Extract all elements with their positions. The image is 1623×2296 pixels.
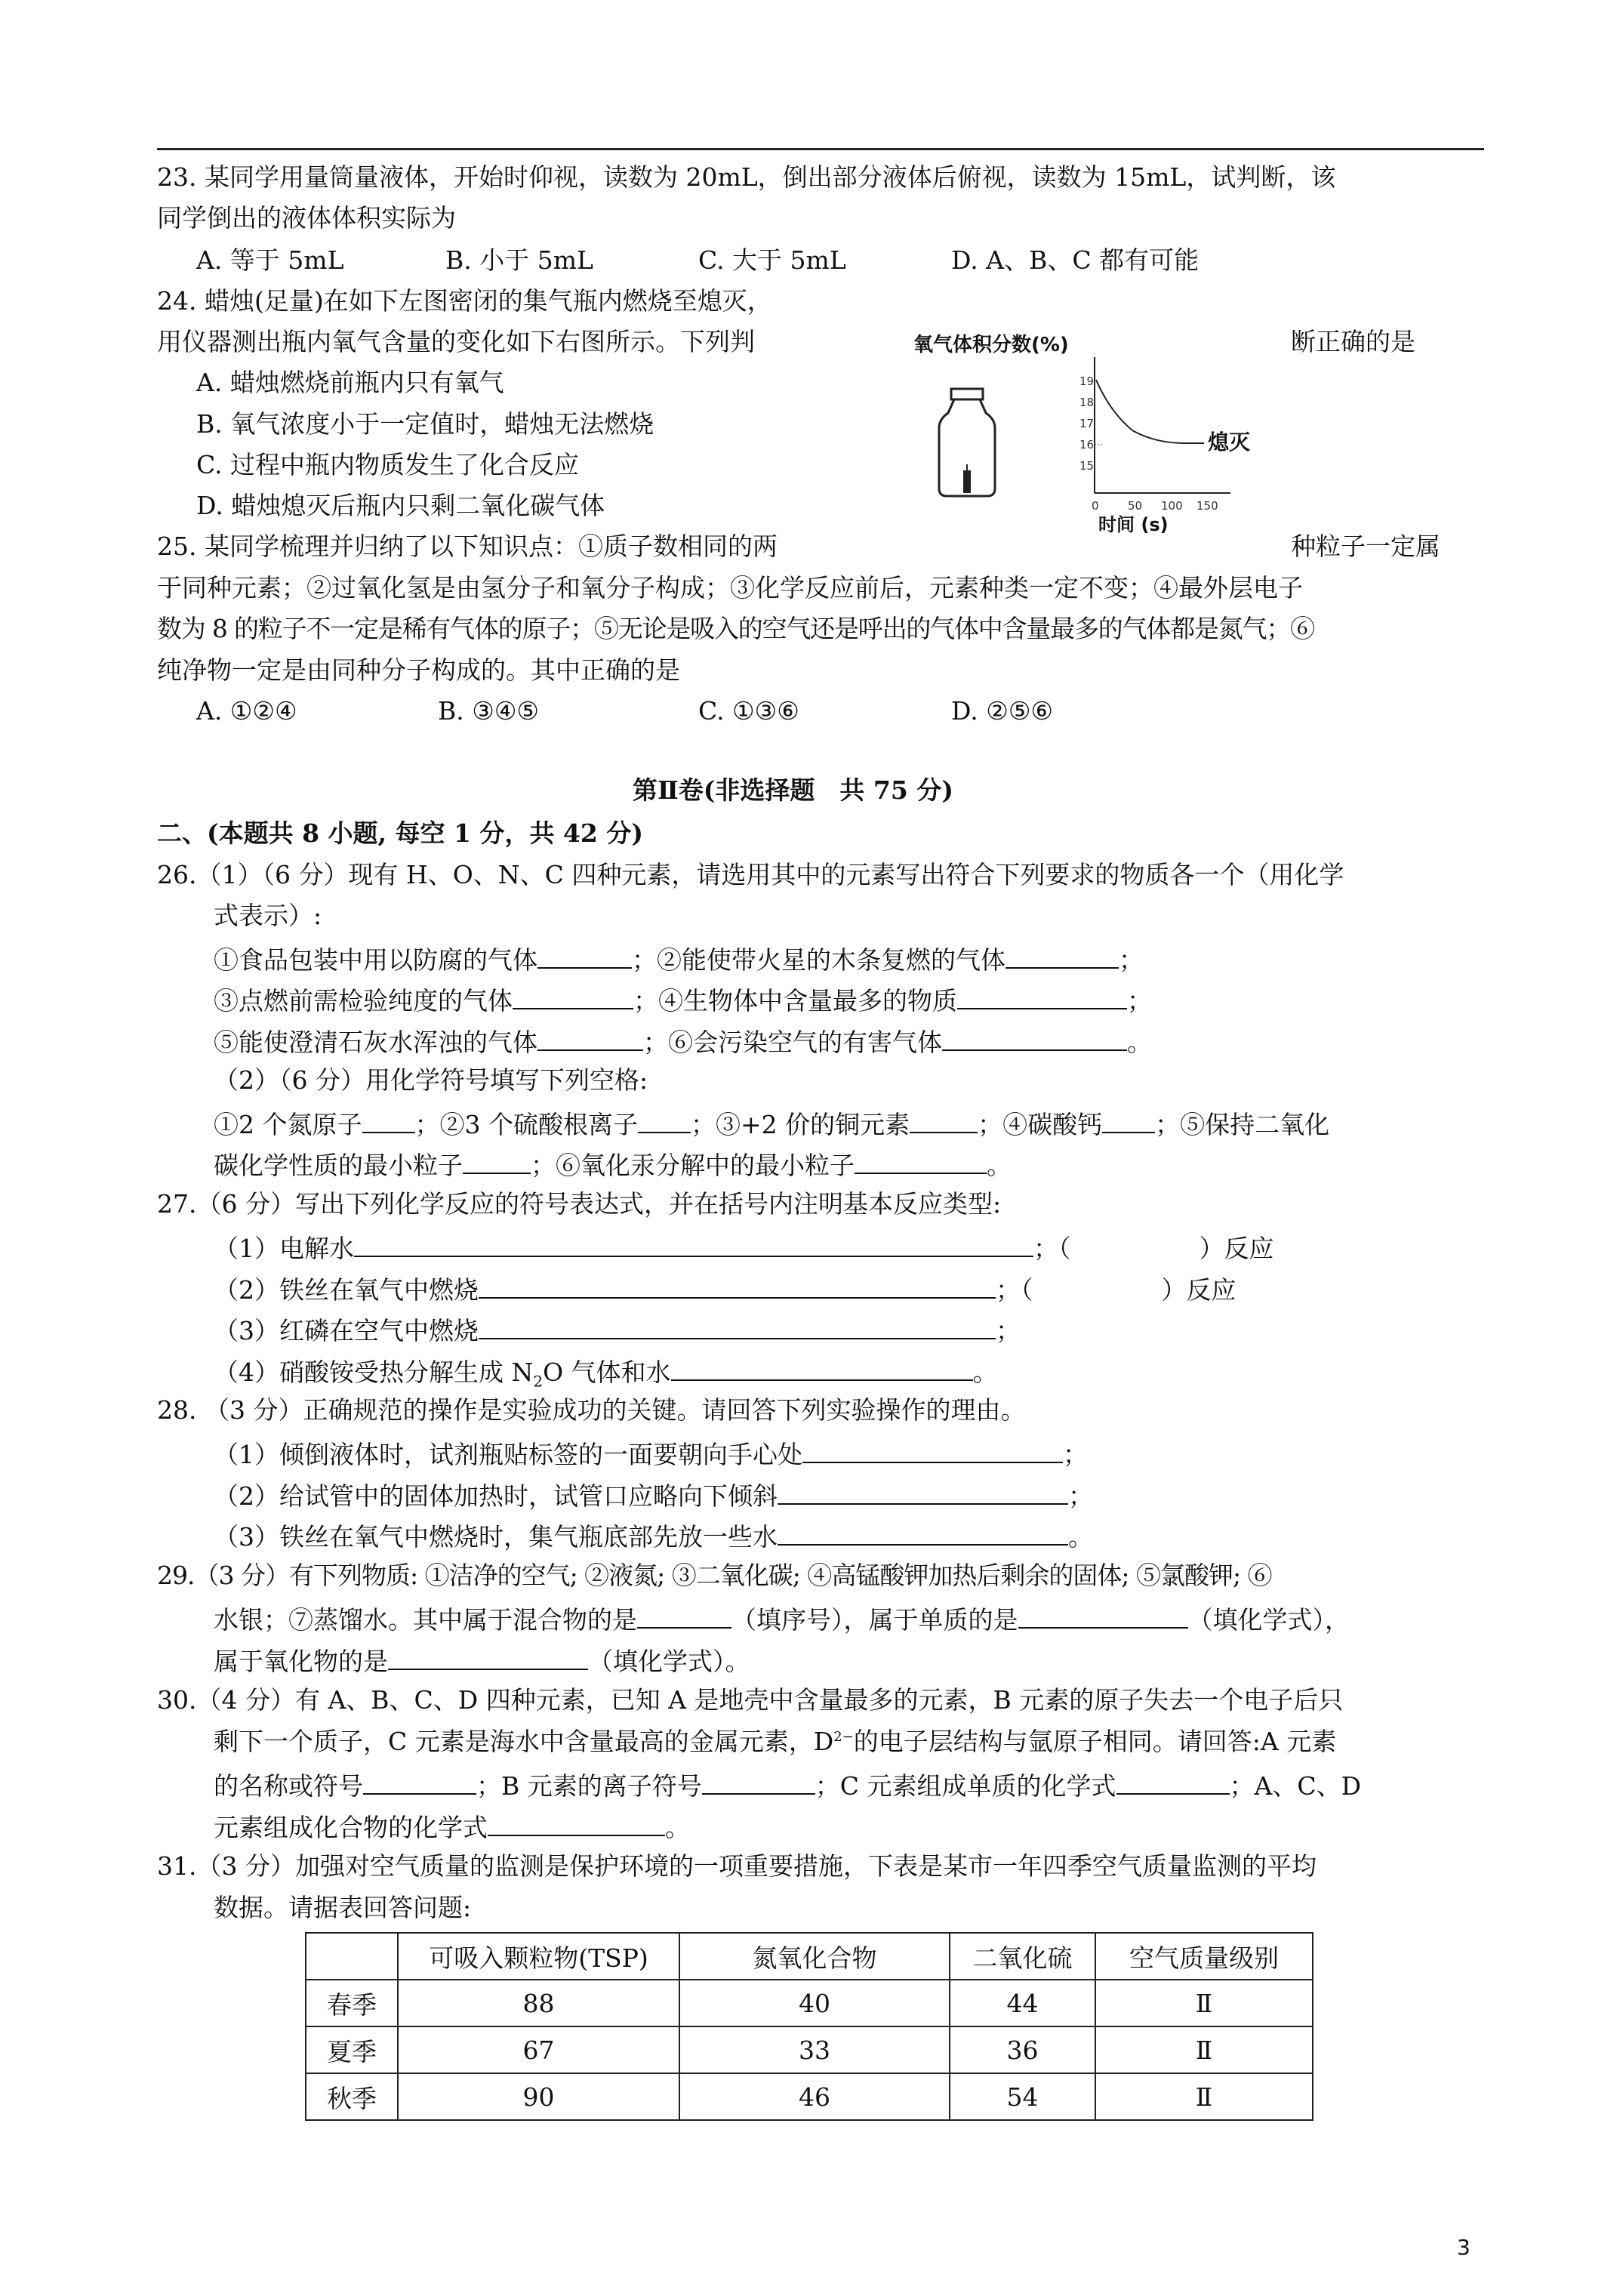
q23-line1: 23. 某同学用量筒量液体，开始时仰视，读数为 20mL，倒出部分液体后俯视，读数为 15mL，试判断，该	[157, 162, 1336, 192]
table-cell: 春季	[306, 1980, 398, 2026]
table-header-row	[306, 1933, 1313, 1980]
q23-option-b: B. 小于 5mL	[445, 245, 593, 275]
answer-blank[interactable]	[778, 1521, 1068, 1546]
q28-item1: （1）倾倒液体时，试剂瓶贴标签的一面要朝向手心处 ；	[214, 1440, 1088, 1469]
q25-line1a: 25. 某同学梳理并归纳了以下知识点：①质子数相同的两	[157, 532, 778, 561]
answer-blank[interactable]	[488, 1812, 665, 1836]
q25-option-d: D. ②⑤⑥	[951, 696, 1054, 726]
answer-blank[interactable]	[363, 1771, 476, 1795]
q29-line3: 属于氧化物的是 （填化学式）。	[214, 1647, 750, 1676]
q27-line1: 27.（6 分）写出下列化学反应的符号表达式，并在括号内注明基本反应类型:	[157, 1189, 1002, 1219]
table-header-cell: 可吸入颗粒物(TSP)	[398, 1933, 679, 1980]
answer-blank[interactable]	[702, 1771, 815, 1795]
x-tick: 50	[1128, 499, 1143, 513]
answer-blank[interactable]	[479, 1274, 996, 1299]
table-row	[306, 2026, 1313, 2073]
q25-line4: 纯净物一定是由同种分子构成的。其中正确的是	[157, 655, 680, 685]
table-header-cell: 氮氧化合物	[679, 1933, 950, 1980]
header-rule	[157, 148, 1484, 150]
q26-row5: 碳化学性质的最小粒子 ；⑥氧化汞分解中的最小粒子 。	[214, 1151, 1012, 1180]
q25-option-b: B. ③④⑤	[438, 696, 539, 726]
y-tick: 19	[1079, 374, 1095, 388]
answer-blank[interactable]	[942, 1027, 1127, 1051]
q24-option-d: D. 蜡烛熄灭后瓶内只剩二氧化碳气体	[196, 491, 605, 520]
table-cell: 40	[679, 1980, 950, 2026]
air-quality-table	[305, 1932, 1313, 2121]
table-cell: 46	[679, 2073, 950, 2120]
q31-line1: 31.（3 分）加强对空气质量的监测是保护环境的一项重要措施，下表是某市一年四季空气质量监测的平均	[157, 1851, 1317, 1881]
answer-blank[interactable]	[910, 1109, 978, 1133]
q29-line2: 水银；⑦蒸馏水。其中属于混合物的是 （填序号），属于单质的是 （填化学式），	[214, 1605, 1350, 1635]
table-cell: 44	[950, 1980, 1095, 2026]
q28-item2: （2）给试管中的固体加热时，试管口应略向下倾斜 ；	[214, 1481, 1093, 1511]
oxygen-graph	[1079, 357, 1250, 535]
x-tick: 100	[1161, 499, 1183, 513]
table-cell: 88	[398, 1980, 679, 2026]
y-tick: 18	[1079, 396, 1095, 409]
q23-line2: 同学倒出的液体体积实际为	[157, 203, 456, 233]
x-tick: 0	[1092, 499, 1099, 513]
q27-item2: （2）铁丝在氧气中燃烧 ；（ ）反应	[214, 1275, 1236, 1305]
answer-blank[interactable]	[537, 945, 632, 969]
table-row	[306, 2073, 1313, 2120]
q28-line1: 28. （3 分）正确规范的操作是实验成功的关键。请回答下列实验操作的理由。	[157, 1395, 1026, 1425]
figure-x-title: 时间 (s)	[1098, 514, 1169, 535]
table-cell: 54	[950, 2073, 1095, 2120]
table-cell: Ⅱ	[1095, 2073, 1313, 2120]
q24-line2a: 用仪器测出瓶内氧气含量的变化如下右图所示。下列判	[157, 327, 755, 356]
y-tick: 16	[1079, 438, 1095, 451]
answer-blank[interactable]	[957, 985, 1127, 1009]
q25-line3: 数为 8 的粒子不一定是稀有气体的原子；⑤无论是吸入的空气还是呼出的气体中含量最多的气体都是氮气；⑥	[157, 614, 1314, 643]
q30-line2: 剩下一个质子，C 元素是海水中含量最高的金属元素，$D^{2-}$的电子层结构与氩原子相同。请回答:A 元素	[214, 1727, 1337, 1756]
q25-line2: 于同种元素；②过氧化氢是由氢分子和氧分子构成；③化学反应前后，元素种类一定不变；④最外层电子	[157, 573, 1303, 603]
q27-item1: （1）电解水 ；（ ）反应	[214, 1234, 1274, 1263]
table-cell: 33	[679, 2026, 950, 2073]
answer-blank[interactable]	[855, 1150, 987, 1174]
q30-line1: 30.（4 分）有 A、B、C、D 四种元素，已知 A 是地壳中含量最多的元素，B 元素的原子失去一个电子后只	[157, 1685, 1344, 1715]
q23-option-d: D. A、B、C 都有可能	[951, 245, 1200, 275]
q23-option-c: C. 大于 5mL	[698, 245, 846, 275]
answer-blank[interactable]	[537, 1027, 643, 1051]
answer-blank[interactable]	[388, 1646, 588, 1670]
q24-option-b: B. 氧气浓度小于一定值时，蜡烛无法燃烧	[196, 409, 654, 439]
answer-blank[interactable]	[463, 1150, 531, 1174]
table-header-cell	[306, 1933, 398, 1980]
q26-part2: （2）（6 分）用化学符号填写下列空格:	[214, 1065, 648, 1095]
answer-blank[interactable]	[671, 1357, 973, 1381]
answer-blank[interactable]	[802, 1439, 1063, 1463]
table-cell: 秋季	[306, 2073, 398, 2120]
answer-blank[interactable]	[479, 1315, 996, 1339]
q24-line2b: 断正确的是	[1291, 327, 1415, 356]
q25-option-a: A. ①②④	[196, 696, 297, 726]
answer-blank[interactable]	[638, 1109, 691, 1133]
answer-blank[interactable]	[637, 1604, 731, 1629]
q26-line1: 26.（1）（6 分）现有 H、O、N、C 四种元素，请选用其中的元素写出符合下列要求的物质各一个（用化学	[157, 860, 1344, 889]
q26-row1: ①食品包装中用以防腐的气体 ；②能使带火星的木条复燃的气体 ；	[214, 945, 1144, 975]
q26-row2: ③点燃前需检验纯度的气体 ；④生物体中含量最多的物质 ；	[214, 986, 1152, 1015]
table-cell: 夏季	[306, 2026, 398, 2073]
y-tick: 15	[1079, 459, 1095, 473]
q26-row4: ①2 个氮原子 ；②3 个硫酸根离子 ；③+2 价的铜元素 ；④碳酸钙 ；⑤保持二氧化	[214, 1110, 1330, 1139]
q30-line3: 的名称或符号 ；B 元素的离子符号 ；C 元素组成单质的化学式 ；A、C、D	[214, 1771, 1362, 1801]
table-cell: 90	[398, 2073, 679, 2120]
q23-option-a: A. 等于 5mL	[196, 245, 344, 275]
answer-blank[interactable]	[513, 985, 633, 1009]
section-heading: 二、(本题共 8 小题, 每空 1 分，共 42 分)	[157, 818, 643, 848]
q27-item4: （4）硝酸铵受热分解生成 $N_2O$ 气体和水 。	[214, 1358, 998, 1391]
q25-line1b: 种粒子一定属	[1291, 532, 1440, 561]
gas-jar-icon	[939, 389, 995, 496]
table-cell: Ⅱ	[1095, 2026, 1313, 2073]
y-tick: 17	[1079, 417, 1095, 430]
extinguish-label: 熄灭	[1208, 430, 1251, 455]
answer-blank[interactable]	[1102, 1109, 1155, 1133]
q29-line1: 29.（3 分）有下列物质: ①洁净的空气; ②液氮; ③二氧化碳; ④高锰酸钾加热后剩余的固体; ⑤氯酸钾; ⑥	[157, 1561, 1272, 1590]
q24-line1: 24. 蜡烛(足量)在如下左图密闭的集气瓶内燃烧至熄灭，	[157, 286, 772, 316]
section-title: 第Ⅱ卷(非选择题 共 75 分)	[633, 775, 953, 805]
table-cell: 67	[398, 2026, 679, 2073]
q31-line2: 数据。请据表回答问题:	[214, 1893, 472, 1922]
table-cell: Ⅱ	[1095, 1980, 1313, 2026]
q25-option-c: C. ①③⑥	[698, 696, 799, 726]
q30-line4: 元素组成化合物的化学式 。	[214, 1813, 690, 1842]
q26-line2: 式表示）:	[214, 901, 322, 930]
q28-item3: （3）铁丝在氧气中燃烧时，集气瓶底部先放一些水 。	[214, 1522, 1093, 1552]
answer-blank[interactable]	[1018, 1604, 1188, 1629]
q27-item3: （3）红磷在空气中燃烧 ；	[214, 1316, 1021, 1345]
table-row	[306, 1980, 1313, 2026]
answer-blank[interactable]	[362, 1109, 415, 1133]
answer-blank[interactable]	[778, 1481, 1068, 1505]
q26-row3: ⑤能使澄清石灰水浑浊的气体 ；⑥会污染空气的有害气体 。	[214, 1028, 1152, 1057]
table-header-cell: 空气质量级别	[1095, 1933, 1313, 1980]
q24-option-c: C. 过程中瓶内物质发生了化合反应	[196, 450, 580, 479]
table-cell: 36	[950, 2026, 1095, 2073]
q24-figure	[906, 321, 1251, 535]
figure-y-title: 氧气体积分数(%)	[913, 334, 1069, 356]
answer-blank[interactable]	[1006, 945, 1119, 969]
answer-blank[interactable]	[1116, 1771, 1230, 1795]
page-number: 3	[1457, 2235, 1471, 2260]
x-tick: 150	[1196, 499, 1218, 513]
table-header-cell: 二氧化硫	[950, 1933, 1095, 1980]
q24-option-a: A. 蜡烛燃烧前瓶内只有氧气	[196, 368, 504, 397]
answer-blank[interactable]	[354, 1233, 1033, 1257]
